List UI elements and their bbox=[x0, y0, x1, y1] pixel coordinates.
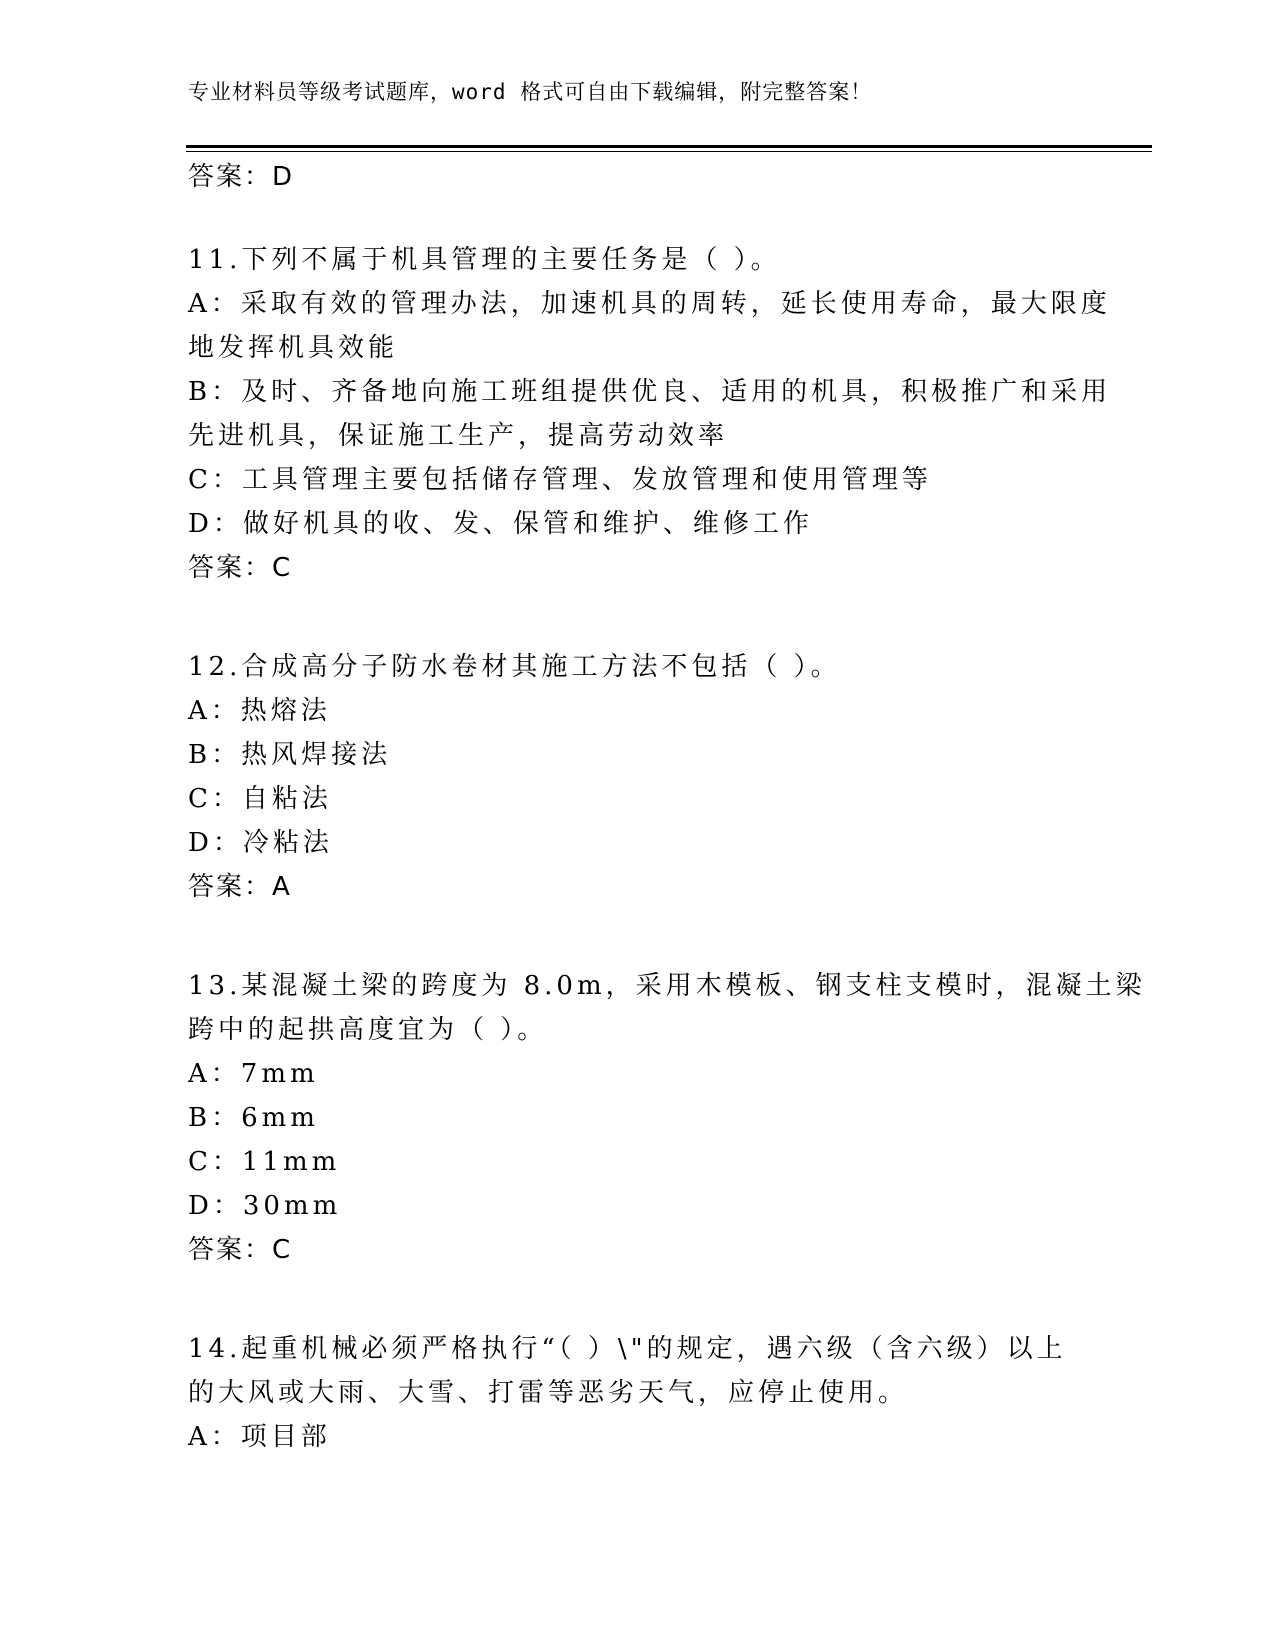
header-rule-thick bbox=[186, 145, 1152, 148]
question-13-option-d: D：30mm bbox=[188, 1191, 342, 1221]
question-12-option-b: B：热风焊接法 bbox=[188, 740, 392, 770]
question-14-stem-cont: 的大风或大雨、大雪、打雷等恶劣天气，应停止使用。 bbox=[188, 1378, 909, 1408]
question-12-option-a: A：热熔法 bbox=[188, 696, 331, 726]
question-11-stem: 11.下列不属于机具管理的主要任务是（ ）。 bbox=[188, 245, 781, 275]
question-13-option-c: C：11mm bbox=[188, 1147, 341, 1177]
answer-q11: 答案：C bbox=[188, 553, 293, 583]
question-14-stem: 14.起重机械必须严格执行“（ ）\"的规定，遇六级（含六级）以上 bbox=[188, 1334, 1067, 1364]
question-11-option-b: B：及时、齐备地向施工班组提供优良、适用的机具，积极推广和采用 bbox=[188, 377, 1112, 407]
page-header: 专业材料员等级考试题库，word 格式可自由下载编辑，附完整答案！ bbox=[188, 80, 873, 104]
question-12-option-d: D：冷粘法 bbox=[188, 828, 333, 858]
question-13-stem: 13.某混凝土梁的跨度为 8.0m，采用木模板、钢支柱支模时，混凝土梁 bbox=[188, 971, 1146, 1001]
question-12-option-c: C：自粘法 bbox=[188, 784, 332, 814]
header-rule-thin bbox=[186, 151, 1152, 152]
answer-q12: 答案：A bbox=[188, 872, 292, 902]
question-11-option-c: C：工具管理主要包括储存管理、发放管理和使用管理等 bbox=[188, 465, 932, 495]
question-11-option-d: D：做好机具的收、发、保管和维护、维修工作 bbox=[188, 509, 813, 539]
question-13-option-a: A：7mm bbox=[188, 1059, 319, 1089]
question-11-option-a-cont: 地发挥机具效能 bbox=[188, 333, 399, 363]
answer-q13: 答案：C bbox=[188, 1235, 293, 1265]
question-13-option-b: B：6mm bbox=[188, 1103, 319, 1133]
question-14-option-a: A：项目部 bbox=[188, 1422, 331, 1452]
question-12-stem: 12.合成高分子防水卷材其施工方法不包括（ ）。 bbox=[188, 652, 841, 682]
question-11-option-b-cont: 先进机具，保证施工生产，提高劳动效率 bbox=[188, 421, 729, 451]
question-13-stem-cont: 跨中的起拱高度宜为（ ）。 bbox=[188, 1015, 548, 1045]
question-11-option-a: A：采取有效的管理办法，加速机具的周转，延长使用寿命，最大限度 bbox=[188, 289, 1111, 319]
answer-q10: 答案：D bbox=[188, 162, 295, 192]
